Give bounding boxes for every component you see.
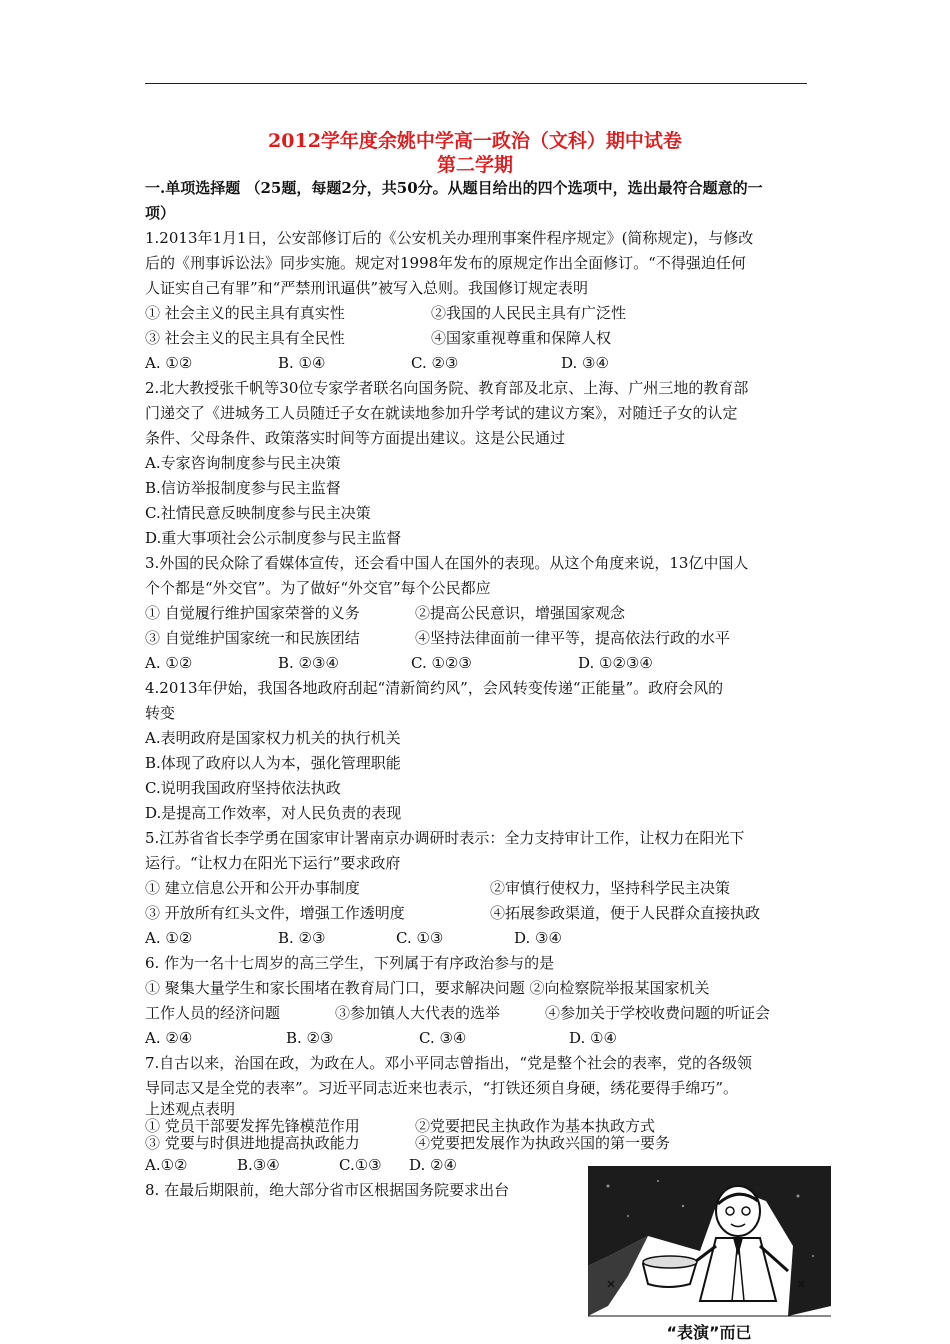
statement: ④参加关于学校收费问题的听证会 bbox=[545, 1004, 771, 1022]
choice-c[interactable]: C.社情民意反映制度参与民主决策 bbox=[145, 504, 371, 522]
question-text: 3.外国的民众除了看媒体宣传，还会看中国人在国外的表现。从这个角度来说，13亿中国人 bbox=[145, 554, 749, 572]
statement: ②提高公民意识，增强国家观念 bbox=[415, 604, 626, 622]
question-text: 后的《刑事诉讼法》同步实施。规定对1998年发布的原规定作出全面修订。“不得强迫任何 bbox=[145, 254, 746, 272]
choice-a[interactable]: A. ①② bbox=[145, 654, 193, 672]
choice-a[interactable]: A. ①② bbox=[145, 354, 193, 372]
choice-c[interactable]: C.说明我国政府坚持依法执政 bbox=[145, 779, 341, 797]
choice-a[interactable]: A. ①② bbox=[145, 929, 193, 947]
statement: ③ 开放所有红头文件，增强工作透明度 bbox=[145, 904, 405, 922]
question-text: 转变 bbox=[145, 704, 176, 722]
question-1 bbox=[145, 226, 815, 376]
question-text: 6. 作为一名十七周岁的高三学生，下列属于有序政治参与的是 bbox=[145, 954, 555, 972]
statement: ②我国的人民民主具有广泛性 bbox=[431, 304, 627, 322]
statement: ②审慎行使权力，坚持科学民主决策 bbox=[490, 879, 731, 897]
question-text: ① 聚集大量学生和家长围堵在教育局门口，要求解决问题 ②向检察院举报某国家机关 bbox=[145, 979, 710, 997]
statement: ③ 党要与时俱进地提高执政能力 bbox=[145, 1134, 360, 1152]
cartoon-drawing bbox=[588, 1166, 831, 1344]
choice-b[interactable]: B. ①④ bbox=[278, 354, 326, 372]
question-text: 2.北大教授张千帆等30位专家学者联名向国务院、教育部及北京、上海、广州三地的教育部 bbox=[145, 379, 749, 397]
question-text: 8. 在最后期限前，绝大部分省市区根据国务院要求出台 bbox=[145, 1181, 510, 1199]
choice-b[interactable]: B.信访举报制度参与民主监督 bbox=[145, 479, 341, 497]
choice-c[interactable]: C.①③ bbox=[339, 1156, 382, 1174]
choice-b[interactable]: B. ②③④ bbox=[278, 654, 339, 672]
choice-a[interactable]: A.专家咨询制度参与民主决策 bbox=[145, 454, 341, 472]
choice-d[interactable]: D. ①④ bbox=[569, 1029, 617, 1047]
question-text: 导同志又是全党的表率”。习近平同志近来也表示，“打铁还须自身硬，绣花要得手绵巧”。 bbox=[145, 1079, 739, 1097]
question-text: 人证实自己有罪”和“严禁刑讯逼供”被写入总则。我国修订规定表明 bbox=[145, 279, 589, 297]
question-text: 上述观点表明 bbox=[145, 1100, 236, 1118]
choice-a[interactable]: A.①② bbox=[145, 1156, 188, 1174]
choice-d[interactable]: D. ②④ bbox=[409, 1156, 457, 1174]
statement: ④拓展参政渠道，便于人民群众直接执政 bbox=[490, 904, 761, 922]
question-text: 工作人员的经济问题 bbox=[145, 1004, 281, 1022]
choice-a[interactable]: A. ②④ bbox=[145, 1029, 193, 1047]
choice-c[interactable]: C. ③④ bbox=[419, 1029, 467, 1047]
question-text: 运行。“让权力在阳光下运行”要求政府 bbox=[145, 854, 401, 872]
question-text: 1.2013年1月1日，公安部修订后的《公安机关办理刑事案件程序规定》(简称规定)，与修改 bbox=[145, 229, 754, 247]
statement: ④坚持法律面前一律平等，提高依法行政的水平 bbox=[415, 629, 731, 647]
choice-d[interactable]: D. ③④ bbox=[514, 929, 562, 947]
header-rule bbox=[145, 83, 807, 84]
choice-a[interactable]: A.表明政府是国家权力机关的执行机关 bbox=[145, 729, 401, 747]
choice-c[interactable]: C. ①②③ bbox=[411, 654, 472, 672]
exam-title: 2012学年度余姚中学高一政治（文科）期中试卷 bbox=[268, 130, 682, 152]
question-3 bbox=[145, 551, 815, 676]
choice-d[interactable]: D. ③④ bbox=[561, 354, 609, 372]
statement: ① 党员干部要发挥先锋模范作用 bbox=[145, 1117, 360, 1135]
statement: ④党要把发展作为执政兴国的第一要务 bbox=[415, 1134, 671, 1152]
choice-c[interactable]: C. ②③ bbox=[411, 354, 459, 372]
question-5 bbox=[145, 826, 815, 951]
exam-subtitle: 第二学期 bbox=[436, 154, 513, 176]
question-text: 条件、父母条件、政策落实时间等方面提出建议。这是公民通过 bbox=[145, 429, 566, 447]
question-text: 个个都是“外交官”。为了做好“外交官”每个公民都应 bbox=[145, 579, 491, 597]
question-text: 门递交了《进城务工人员随迁子女在就读地参加升学考试的建议方案》，对随迁子女的认定 bbox=[145, 404, 738, 422]
statement: ③ 社会主义的民主具有全民性 bbox=[145, 329, 345, 347]
choice-b[interactable]: B. ②③ bbox=[278, 929, 326, 947]
choice-d[interactable]: D.是提高工作效率，对人民负责的表现 bbox=[145, 804, 402, 822]
question-text: 4.2013年伊始，我国各地政府刮起“清新简约风”，会风转变传递“正能量”。政府会风的 bbox=[145, 679, 724, 697]
statement: ③ 自觉维护国家统一和民族团结 bbox=[145, 629, 360, 647]
statement: ④国家重视尊重和保障人权 bbox=[431, 329, 612, 347]
cartoon-image bbox=[588, 1166, 831, 1344]
question-4 bbox=[145, 676, 815, 826]
choice-d[interactable]: D. ①②③④ bbox=[578, 654, 653, 672]
question-7 bbox=[145, 1051, 815, 1178]
statement: ① 社会主义的民主具有真实性 bbox=[145, 304, 345, 322]
choice-d[interactable]: D.重大事项社会公示制度参与民主监督 bbox=[145, 529, 402, 547]
statement: ① 自觉履行维护国家荣誉的义务 bbox=[145, 604, 360, 622]
statement: ②党要把民主执政作为基本执政方式 bbox=[415, 1117, 656, 1135]
section-heading: 一.单项选择题 （25题，每题2分，共50分。从题目给出的四个选项中，选出最符合题意的一 bbox=[145, 179, 763, 197]
statement: ③参加镇人大代表的选举 bbox=[335, 1004, 501, 1022]
question-text: 7.自古以来，治国在政，为政在人。邓小平同志曾指出，“党是整个社会的表率，党的各级领 bbox=[145, 1054, 752, 1072]
statement: ① 建立信息公开和公开办事制度 bbox=[145, 879, 360, 897]
choice-b[interactable]: B.体现了政府以人为本，强化管理职能 bbox=[145, 754, 401, 772]
cartoon-caption: “表演”而已 bbox=[666, 1323, 752, 1342]
choice-c[interactable]: C. ①③ bbox=[396, 929, 444, 947]
choice-b[interactable]: B.③④ bbox=[237, 1156, 280, 1174]
question-2 bbox=[145, 376, 815, 551]
section-heading-cont: 项） bbox=[145, 204, 176, 222]
exam-content bbox=[145, 176, 815, 1203]
question-text: 5.江苏省省长李学勇在国家审计署南京办调研时表示：全力支持审计工作，让权力在阳光下 bbox=[145, 829, 745, 847]
choice-b[interactable]: B. ②③ bbox=[286, 1029, 334, 1047]
question-6 bbox=[145, 951, 815, 1051]
